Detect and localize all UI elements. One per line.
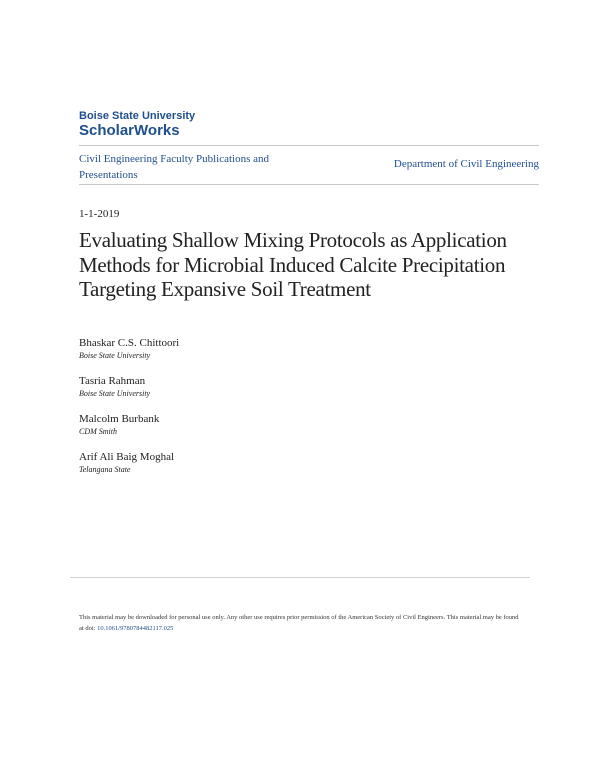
author-affiliation: Boise State University	[79, 389, 151, 398]
author-affiliation: CDM Smith	[79, 427, 117, 436]
university-link[interactable]: Boise State University	[79, 110, 196, 122]
author-name: Tasria Rahman	[79, 375, 146, 387]
footer-divider	[70, 577, 530, 578]
doi-link[interactable]: 10.1061/9780784482117.025	[97, 625, 174, 632]
scholarworks-link[interactable]: ScholarWorks	[79, 122, 180, 139]
author-name: Malcolm Burbank	[79, 413, 160, 425]
author-entry	[79, 336, 179, 361]
header-divider-bottom	[79, 184, 539, 185]
department-link[interactable]: Department of Civil Engineering	[393, 158, 539, 170]
header-divider-top	[79, 145, 539, 146]
permission-note	[79, 612, 519, 634]
author-name: Bhaskar C.S. Chittoori	[79, 337, 180, 349]
author-affiliation: Boise State University	[79, 351, 151, 360]
collection-link[interactable]: Civil Engineering Faculty Publications and Presentations	[79, 153, 270, 181]
permission-text: This material may be downloaded for personal use only. Any other use requires prior permission of the American Society of Civil Engineers. This material may be found at doi:	[79, 614, 519, 632]
author-entry	[79, 374, 150, 399]
author-affiliation: Telangana State	[79, 465, 131, 474]
publication-date: 1-1-2019	[79, 208, 120, 220]
author-entry	[79, 412, 159, 437]
paper-title: Evaluating Shallow Mixing Protocols as Application Methods for Microbial Induced Calcite Precipitation Targeting Expansive Soil Treatment	[79, 228, 507, 301]
author-entry	[79, 450, 174, 475]
author-name: Arif Ali Baig Moghal	[79, 451, 175, 463]
